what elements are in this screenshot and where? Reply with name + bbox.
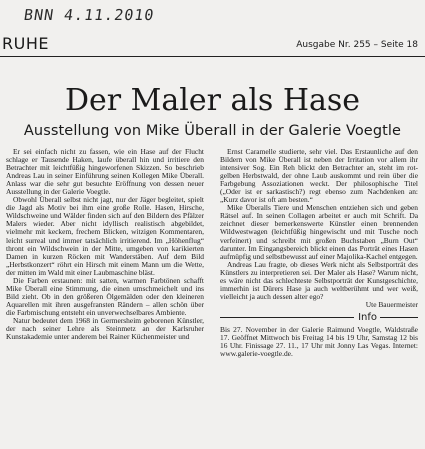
issue-page-info: Ausgabe Nr. 255 – Seite 18 (296, 40, 418, 50)
article-subheadline: Ausstellung von Mike Überall in der Galerie Voegtle (23, 123, 402, 139)
paragraph: Mike Überalls Tiere und Menschen entziehen sich und geben Rätsel auf. In seinen Collagen arbeitet er auch mit Schrift. Da zeichnet dieser bemerkenswerte Künstler einen brennenden Wildwestwagen (leichtfüßig hingewischt und mit Tusche noch verfeinert) und schreibt mit großen Buchstaben „Burn Out“ darunter. Im Eingangsbereich blickt einen das Porträt eines Hasen aufmüpfig und selbstbewusst auf einer Majolika-Kachel entgegen. (220, 203, 418, 261)
paragraph: Natur bedeutet dem 1968 in Germersheim geborenen Künstler, der nach seiner Lehre als Steinmetz an der Karlsruher Kunstakademie unter anderem bei Rainer Küchenmeister und (6, 315, 204, 342)
header-rule (0, 56, 425, 57)
info-rule-right (380, 317, 418, 318)
newspaper-header (0, 34, 425, 56)
article-headline: Der Maler als Hase (64, 83, 361, 118)
section-title: RUHE (2, 34, 49, 53)
paragraph: Obwohl Überall selbst nicht jagt, nur der Jäger begleitet, spielt die Jagd als Motiv bei ihm eine große Rolle. Hasen, Hirsche, Wildschweine und Wälder finden sich auf den Bildern des Pfälzer Malers wieder. Aber nicht idyllisch realistisch abgebildet, vielmehr mit keckem, frechem Blicken, witzigen Kommentaren, leicht surreal und immer tatsächlich irritierend. Im „Höhenflug“ thront ein Wildschwein in der Mitte, umgeben von karikierten Damen in kurzen Röcken mit Wanderstäben. Auf dem Bild „Herbstkonzert“ röhrt ein Hirsch mit einem Mann um die Wette, der mitten im Wald mit einer Laubmaschine bläst. (6, 195, 204, 277)
paragraph: Er sei einfach nicht zu fassen, wie ein Hase auf der Flucht schlage er Tausende Haken, laufe überall hin und irritiere den Betrachter mit leichtfüßig hingeworfenen Skizzen. So beschrieb Andreas Lau in seiner Einführung seinen Kollegen Mike Überall. Anlass war die sehr gut besuchte Eröffnung von dessen neuer Ausstellung in der Galerie Voegtle. (6, 147, 204, 197)
info-label: Info (354, 314, 380, 322)
author-byline: Ute Bauermeister (365, 299, 418, 309)
paragraph: Andreas Lau fragte, ob dieses Werk nicht als Selbstporträt des Künstlers zu interpretieren sei. Der Maler als Hase? Warum nicht, es wäre nicht das schlechteste Selbstporträt der Kunstgeschichte, immerhin ist Dürers Hase ja auch weltberühmt und wer weiß, vielleicht ja auch dessen alter ego? (220, 259, 418, 301)
article-column-right (220, 148, 418, 358)
handwritten-date-note: BNN 4.11.2010 (22, 6, 156, 24)
info-rule-left (220, 317, 354, 318)
article-column-left (6, 148, 204, 341)
paragraph: Die Farben erstaunen: mit satten, warmen Farbtönen schafft Mike Überall eine Stimmung, die einen umschmeichelt und ins Bild zieht. Ob in den größeren Ölgemälden oder den kleineren Aquarellen mit ihren ausgefransten Rändern – allen schön über die Farbmischung entsteht ein unverwechselbares Ambiente. (6, 275, 204, 317)
paragraph: Ernst Caramelle studierte, sehr viel. Das Erstaunliche auf den Bildern von Mike Überall ist neben der Irritation vor allem ihr intensiver Sog. Ein Reh blickt den Betrachter an, steht im rot-gelben Herbstwald, der ohne Laub auskommt und rein über die Farbgebung Assoziationen weckt. Der philosophische Titel („Oder ist er sarkastisch?) regt ebenso zum Nachdenken an: „Kurz davor ist oft am besten.“ (220, 147, 418, 205)
info-text: Bis 27. November in der Galerie Raimund Voegtle, Waldstraße 17. Geöffnet Mittwoch bis Freitag 14 bis 19 Uhr, Samstag 12 bis 16 Uhr. Finissage 27. 11., 17 Uhr mit Jonny Las Vegas. Internet: www.galerie-voegtle.de. (220, 324, 418, 359)
info-box-header (220, 312, 418, 324)
